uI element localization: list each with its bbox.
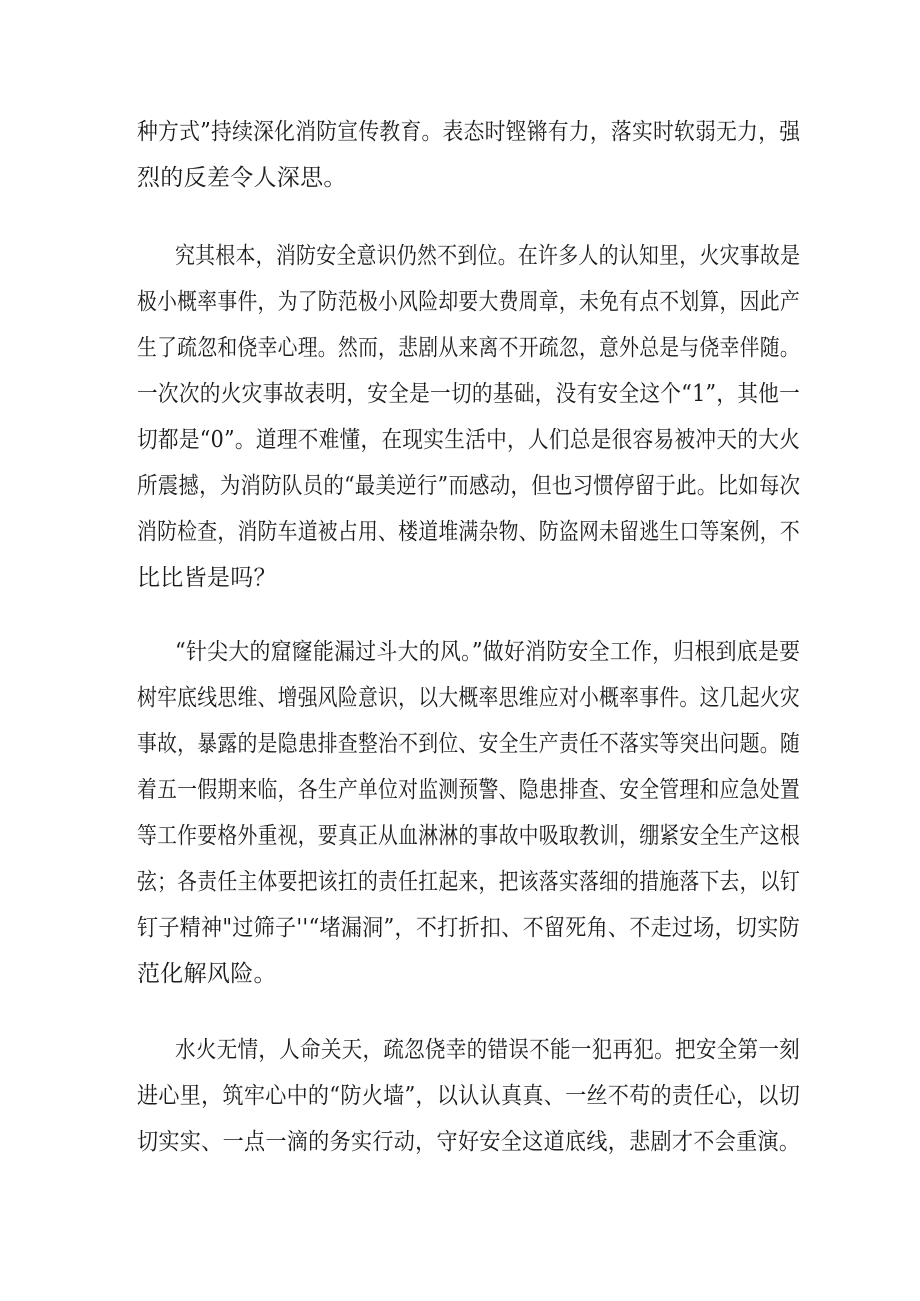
paragraph-line: 究其根本，消防安全意识仍然不到位。在许多人的认知里，火灾事故是	[175, 243, 801, 269]
paragraph-line: “针尖大的窟窿能漏过斗大的风。”做好消防安全工作，归根到底是要	[175, 639, 801, 665]
paragraph-line: 等工作要格外重视，要真正从血淋淋的事故中吸取教训，绷紧安全生产这根	[137, 823, 800, 849]
paragraph-line: 生了疏忽和侥幸心理。然而，悲剧从来离不开疏忽，意外总是与侥幸伴随。	[137, 335, 800, 361]
paragraph-line: 水火无情，人命关天，疏忽侥幸的错误不能一犯再犯。把安全第一刻	[175, 1037, 800, 1063]
paragraph-line: 所震撼，为消防队员的“最美逆行”而感动，但也习惯停留于此。比如每次	[137, 473, 801, 499]
paragraph-line: 事故，暴露的是隐患排查整治不到位、安全生产责任不落实等突出问题。随	[137, 731, 800, 757]
paragraph-line: 弦；各责任主体要把该扛的责任扛起来，把该落实落细的措施落下去，以钉	[137, 869, 800, 895]
paragraph-line: 极小概率事件，为了防范极小风险却要大费周章，未免有点不划算，因此产	[137, 289, 800, 315]
paragraph-line: 烈的反差令人深思。	[137, 165, 347, 191]
paragraph-line: 进心里，筑牢心中的“防火墙”，以认认真真、一丝不苟的责任心，以切	[137, 1083, 801, 1109]
paragraph-line: 比比皆是吗？	[137, 565, 277, 591]
paragraph-line: 一次次的火灾事故表明，安全是一切的基础，没有安全这个“1”，其他一	[137, 381, 801, 407]
paragraph-line: 消防检查，消防车道被占用、楼道堆满杂物、防盗网未留逃生口等案例，不	[137, 519, 800, 545]
paragraph-line: 切都是“0”。道理不难懂，在现实生活中，人们总是很容易被冲天的大火	[137, 427, 801, 453]
paragraph-line: 种方式”持续深化消防宣传教育。表态时铿锵有力，落实时软弱无力，强	[137, 119, 801, 145]
paragraph-line: 钉子精神"过筛子''“堵漏洞”，不打折扣、不留死角、不走过场，切实防	[137, 915, 800, 941]
paragraph-line: 范化解风险。	[137, 961, 277, 987]
paragraph-line: 树牢底线思维、增强风险意识，以大概率思维应对小概率事件。这几起火灾	[137, 685, 800, 711]
paragraph-line: 着五一假期来临，各生产单位对监测预警、隐患排查、安全管理和应急处置	[137, 777, 800, 803]
paragraph-line: 切实实、一点一滴的务实行动，守好安全这道底线，悲剧才不会重演。	[137, 1129, 801, 1155]
